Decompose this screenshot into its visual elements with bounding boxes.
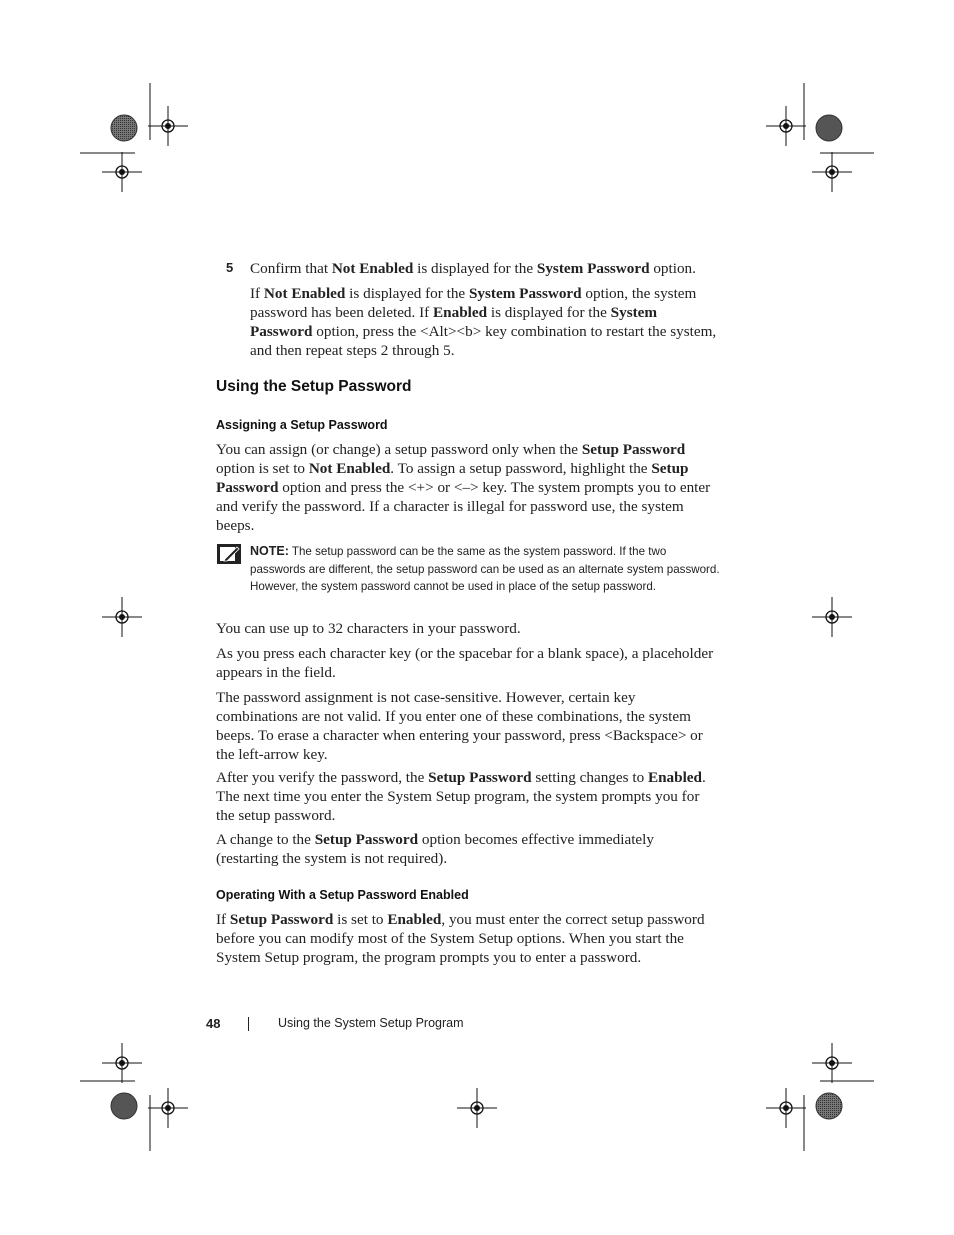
registration-mark-icon [102, 597, 142, 637]
subsection-heading: Operating With a Setup Password Enabled [216, 888, 469, 902]
paragraph: The password assignment is not case-sensitive. However, certain key combinations are not valid. If you enter one of these combinations, the system beeps. To erase a character when entering your password, press <Backspace> or the left-arrow key. [216, 689, 703, 763]
registration-mark-icon [80, 83, 188, 192]
registration-mark-icon [812, 597, 852, 637]
subsection-heading: Assigning a Setup Password [216, 418, 388, 432]
page-number: 48 [206, 1016, 221, 1031]
paragraph: If Setup Password is set to Enabled, you must enter the correct setup password before you can modify most of the System Setup options. When you start the System Setup program, the program prompts you to enter a password. [216, 911, 705, 966]
step-5-line: Confirm that Not Enabled is displayed for the System Password option. [250, 260, 696, 277]
paragraph: You can use up to 32 characters in your password. [216, 620, 521, 637]
step-5-paragraph: If Not Enabled is displayed for the System Password option, the system password has been deleted. If Enabled is displayed for the System Password option, press the <Alt><b> key combination to restart the system, and then repeat steps 2 through 5. [250, 285, 717, 359]
paragraph: You can assign (or change) a setup password only when the Setup Password option is set to Not Enabled. To assign a setup password, highlight the Setup Password option and press the <+> or <–> key. The system prompts you to enter and verify the password. If a character is illegal for password use, the system beeps. [216, 441, 711, 534]
pencil-note-icon [217, 544, 241, 564]
note-text: NOTE: The setup password can be the same as the system password. If the two passwords are different, the setup password can be used as an alternate system password. However, the system password cannot be used in place of the setup password. [250, 544, 720, 593]
registration-mark-icon [80, 1043, 188, 1151]
step-number: 5 [226, 260, 234, 275]
paragraph: A change to the Setup Password option becomes effective immediately (restarting the system is not required). [216, 831, 654, 867]
footer-chapter-title: Using the System Setup Program [278, 1016, 464, 1030]
registration-mark-icon [766, 83, 874, 192]
registration-mark-icon [457, 1088, 497, 1128]
footer-divider [248, 1017, 249, 1031]
registration-mark-icon [766, 1043, 874, 1151]
paragraph: As you press each character key (or the spacebar for a blank space), a placeholder appears in the field. [216, 645, 714, 681]
section-heading: Using the Setup Password [216, 378, 412, 395]
paragraph: After you verify the password, the Setup Password setting changes to Enabled. The next time you enter the System Setup program, the system prompts you for the setup password. [216, 769, 706, 824]
